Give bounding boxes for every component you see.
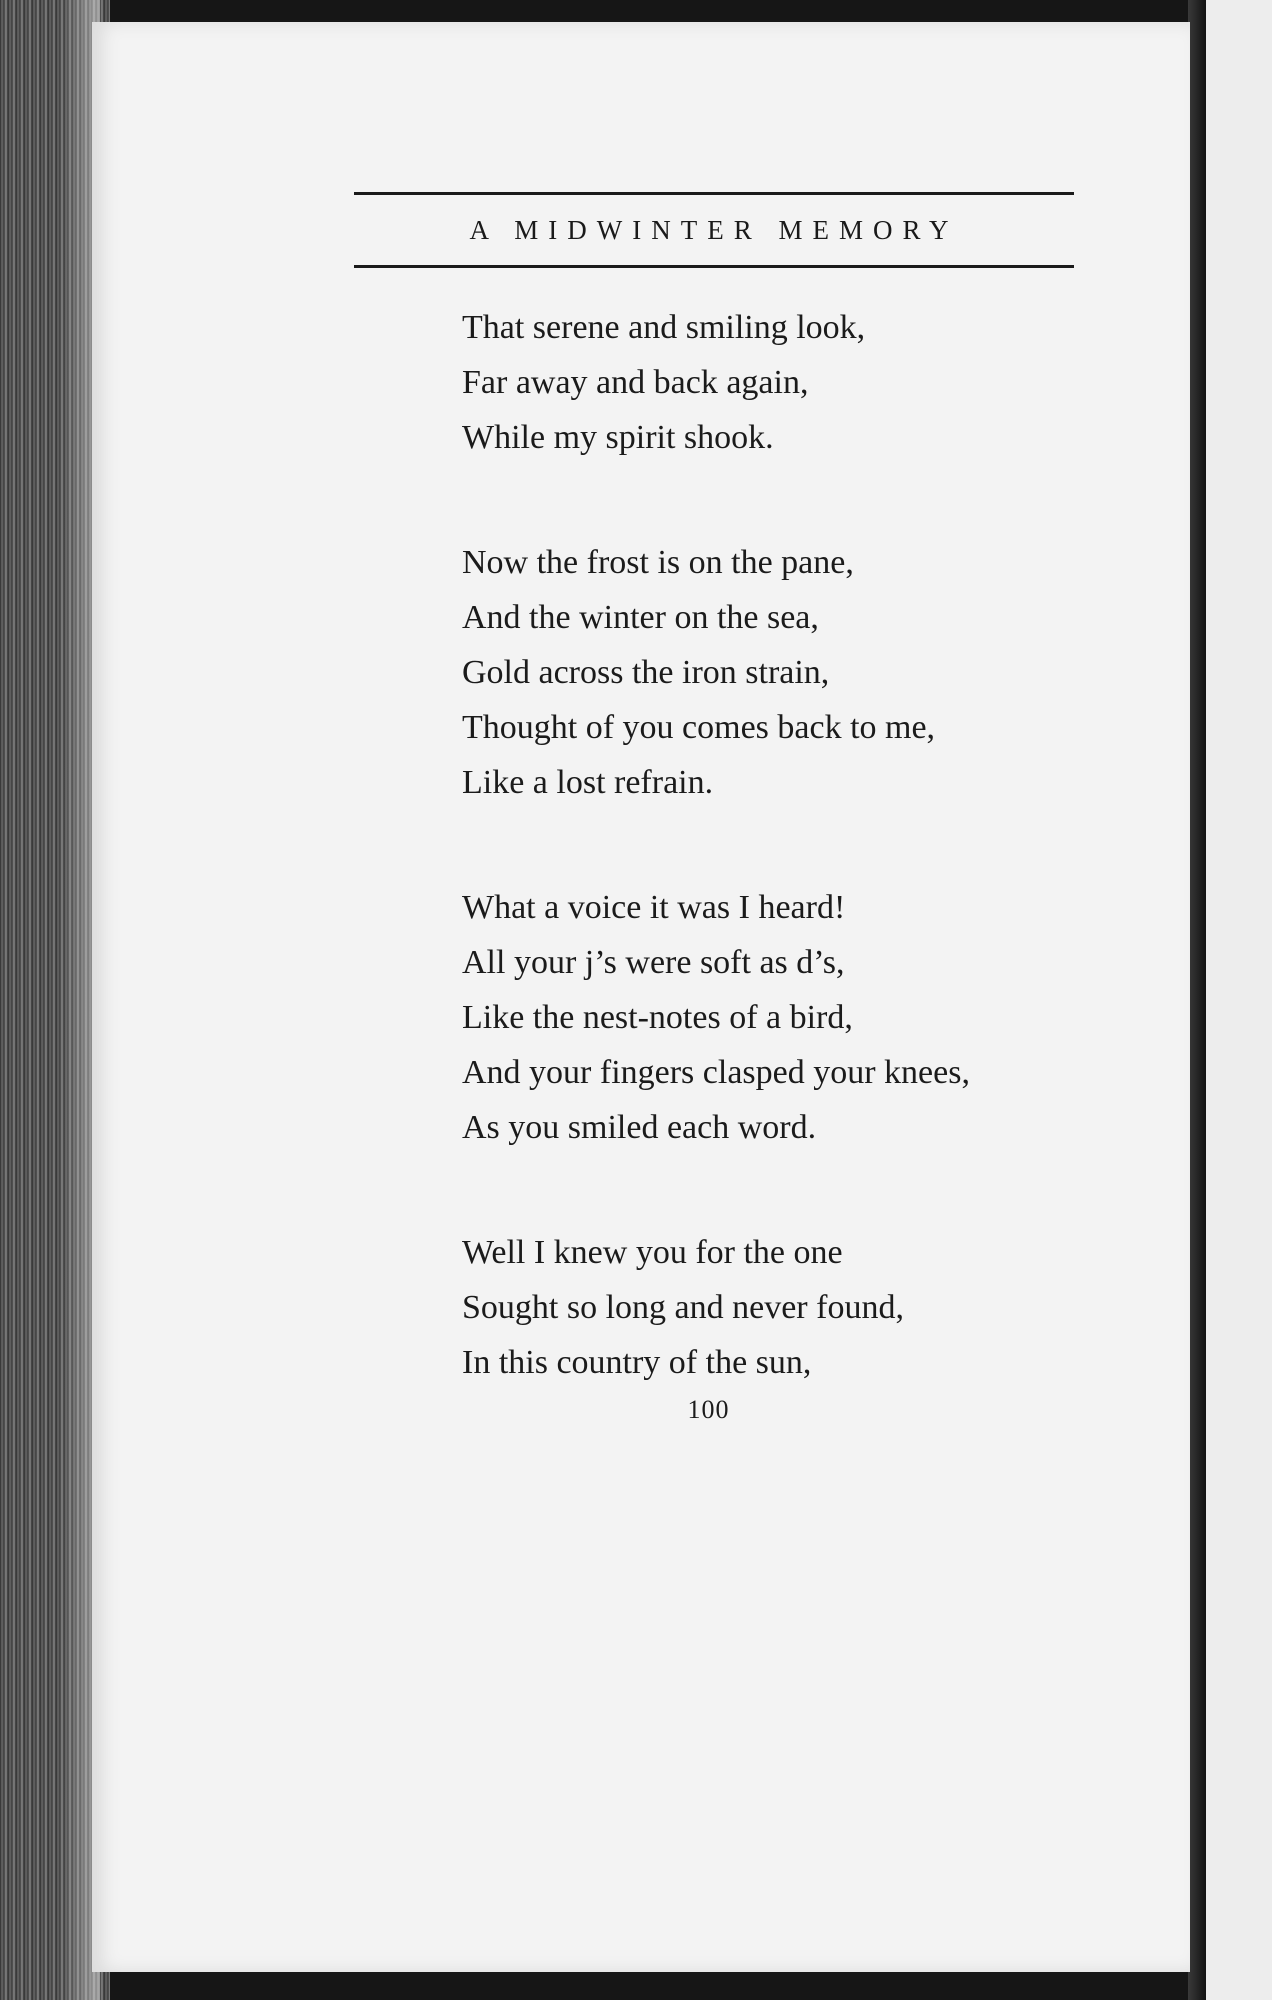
poem-line: Thought of you comes back to me,: [462, 709, 936, 746]
poem-line: In this country of the sun,: [462, 1344, 812, 1381]
poem-line: And the winter on the sea,: [462, 599, 819, 636]
header-rule-bottom: [354, 265, 1074, 268]
running-head: A MIDWINTER MEMORY: [469, 215, 959, 245]
poem-line: Like the nest-notes of a bird,: [462, 999, 853, 1036]
poem-line: That serene and smiling look,: [462, 309, 866, 346]
poem-line: Well I knew you for the one: [462, 1234, 843, 1271]
poem-line: Now the frost is on the pane,: [462, 544, 854, 581]
poem-line: While my spirit shook.: [462, 419, 774, 456]
stanza: [462, 1225, 1082, 1390]
next-page-edge: [1206, 0, 1272, 2000]
poem-line: All your j’s were soft as d’s,: [462, 944, 845, 981]
poem-line: Gold across the iron strain,: [462, 654, 830, 691]
header-rule-top: [354, 192, 1074, 195]
poem-line: Far away and back again,: [462, 364, 809, 401]
stanza: [462, 880, 1082, 1155]
stanza: [462, 535, 1082, 810]
poem-line: What a voice it was I heard!: [462, 889, 846, 926]
poem-line: As you smiled each word.: [462, 1109, 817, 1146]
poem-line: And your fingers clasped your knees,: [462, 1054, 970, 1091]
book-gutter-shadow: [1188, 0, 1208, 2000]
poem-line: Sought so long and never found,: [462, 1289, 904, 1326]
poem-line: Like a lost refrain.: [462, 764, 714, 801]
poem-body: [462, 300, 1082, 1460]
stanza: [462, 300, 1082, 465]
page-number: 100: [687, 1395, 730, 1424]
